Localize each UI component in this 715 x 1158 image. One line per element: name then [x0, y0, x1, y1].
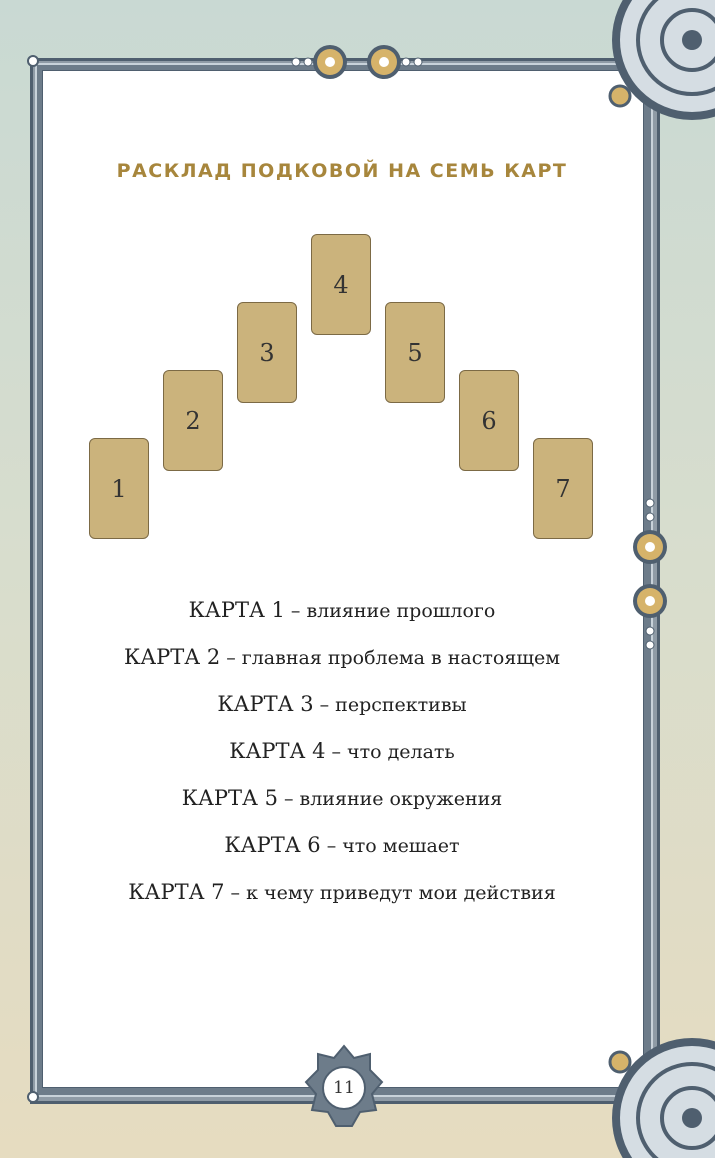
card-meaning: – к чему приведут мои действия — [224, 882, 556, 904]
card-label: КАРТА 4 — [229, 739, 326, 763]
card-description-1 — [42, 598, 642, 622]
card-description-2 — [42, 645, 642, 669]
card-description-4 — [42, 739, 642, 763]
page-number: 11 — [322, 1066, 366, 1110]
card-label: КАРТА 6 — [224, 833, 321, 857]
corner-rose-window-bottom — [596, 1038, 715, 1158]
spread-card-1: 1 — [89, 438, 149, 539]
card-meaning: – что мешает — [320, 835, 460, 857]
card-meaning: – влияние прошлого — [284, 600, 496, 622]
card-meaning: – влияние окружения — [277, 788, 503, 810]
card-description-6 — [42, 833, 642, 857]
spread-card-2: 2 — [163, 370, 223, 471]
card-meaning: – перспективы — [313, 694, 467, 716]
spread-card-7: 7 — [533, 438, 593, 539]
corner-dot-bottom-left — [26, 1090, 40, 1104]
side-rosette-ornament — [630, 495, 670, 655]
card-description-3 — [42, 692, 642, 716]
card-label: КАРТА 5 — [181, 786, 278, 810]
spread-card-6: 6 — [459, 370, 519, 471]
card-label: КАРТА 1 — [188, 598, 285, 622]
spread-card-5: 5 — [385, 302, 445, 403]
spread-card-3: 3 — [237, 302, 297, 403]
card-meaning: – главная проблема в настоящем — [220, 647, 561, 669]
card-label: КАРТА 2 — [123, 645, 221, 669]
card-meaning: – что делать — [325, 741, 455, 763]
page-title: РАСКЛАД ПОДКОВОЙ НА СЕМЬ КАРТ — [116, 160, 568, 182]
page-paper — [42, 70, 644, 1088]
card-label: КАРТА 3 — [217, 692, 314, 716]
card-description-7 — [42, 880, 642, 904]
spread-card-4: 4 — [311, 234, 371, 335]
top-rosette-ornament — [282, 42, 432, 82]
corner-dot-top-left — [26, 54, 40, 68]
card-label: КАРТА 7 — [128, 880, 225, 904]
card-description-5 — [42, 786, 642, 810]
corner-rose-window-top — [596, 0, 715, 120]
